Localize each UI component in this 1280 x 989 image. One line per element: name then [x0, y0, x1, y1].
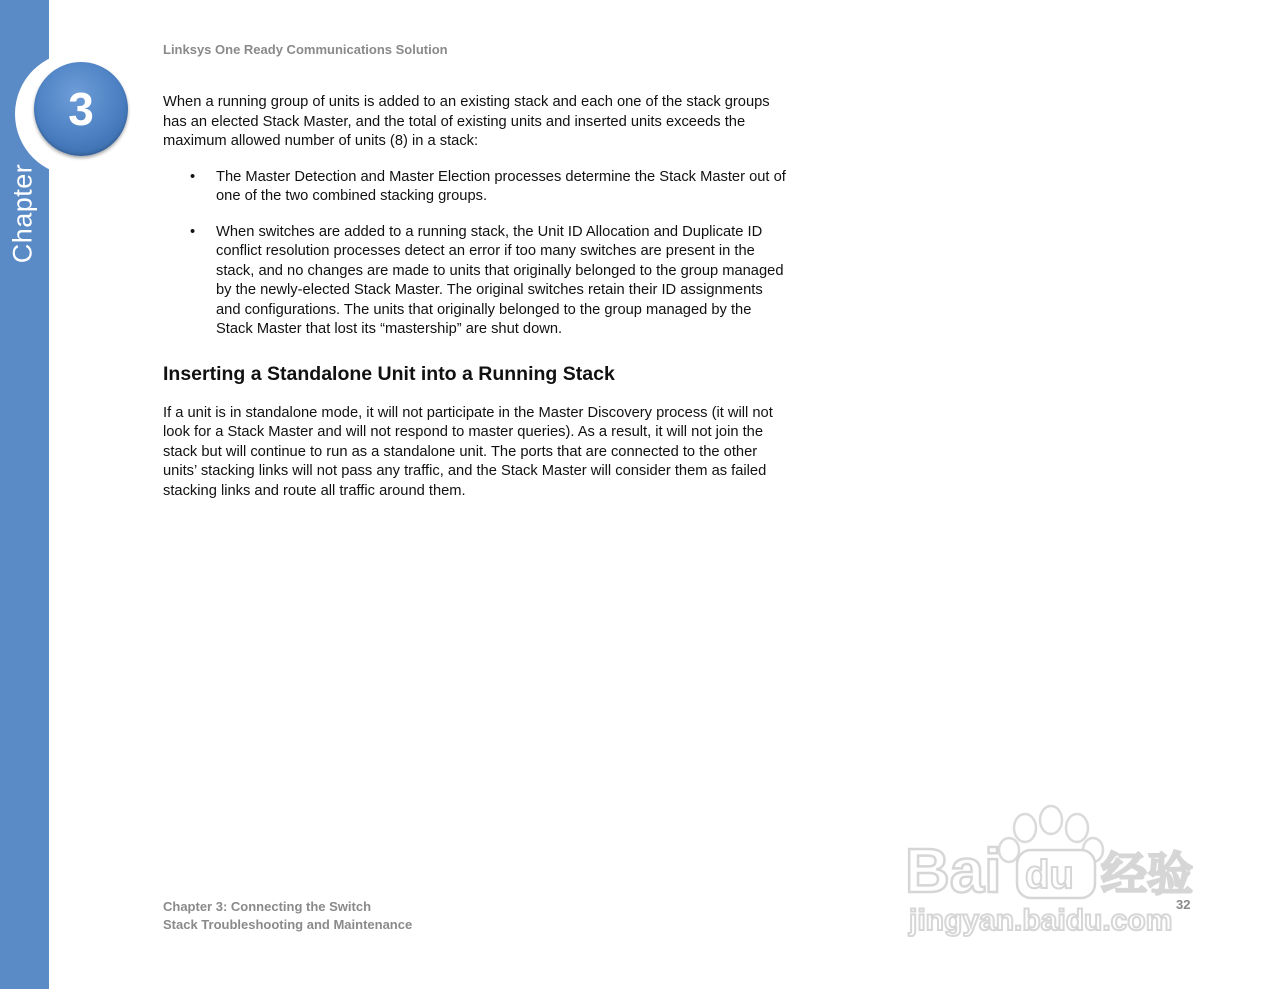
watermark-brand-cn: 经验	[1101, 847, 1193, 901]
chapter-number: 3	[68, 83, 94, 135]
chapter-tab	[3, 163, 43, 263]
footer-titles	[163, 898, 412, 934]
footer-section-title: Stack Troubleshooting and Maintenance	[163, 917, 413, 932]
baidu-watermark	[905, 800, 1205, 940]
chapter-label: Chapter	[7, 163, 38, 263]
intro-paragraph: When a running group of units is added to an existing stack and each one of the stack groups has an elected Stack Master, and the total of existing units and inserted units exceeds the maximum allowed number of units (8) in a stack:	[163, 94, 770, 149]
section-heading: Inserting a Standalone Unit into a Running Stack	[163, 362, 615, 385]
bullet-text: When switches are added to a running stack, the Unit ID Allocation and Duplicate ID conflict resolution processes detect an error if too many switches are present in the stack, and no changes are made to units that originally belonged to the group managed by the newly-elected Stack Master. The original switches retain their ID assignments and configurations. The units that originally belonged to the group managed by the Stack Master that lost its “mastership” are shut down.	[216, 223, 784, 337]
bullet-list	[163, 168, 788, 340]
running-header: Linksys One Ready Communications Solution	[163, 42, 448, 57]
bullet-icon: •	[190, 168, 196, 185]
footer-chapter-title: Chapter 3: Connecting the Switch	[163, 899, 372, 914]
watermark-brand-du: du	[1025, 853, 1074, 897]
page-number: 32	[1176, 897, 1191, 912]
section-paragraph: If a unit is in standalone mode, it will not participate in the Master Discovery process (it will not look for a Stack Master and will not respond to master queries). As a result, it will not join the stack but will continue to run as a standalone unit. The ports that are connected to the other units’ stacking links will not pass any traffic, and the Stack Master will consider them as failed stacking links and route all traffic around them.	[163, 404, 773, 499]
bullet-icon: •	[190, 223, 196, 240]
watermark-brand: Bai	[905, 837, 1002, 906]
main-content	[163, 93, 788, 501]
watermark-url: jingyan.baidu.com	[909, 904, 1173, 937]
bullet-text: The Master Detection and Master Election processes determine the Stack Master out of one of the two combined stacking groups.	[216, 168, 786, 204]
chapter-number-badge	[34, 62, 128, 156]
list-item	[163, 168, 788, 207]
list-item	[163, 223, 788, 340]
